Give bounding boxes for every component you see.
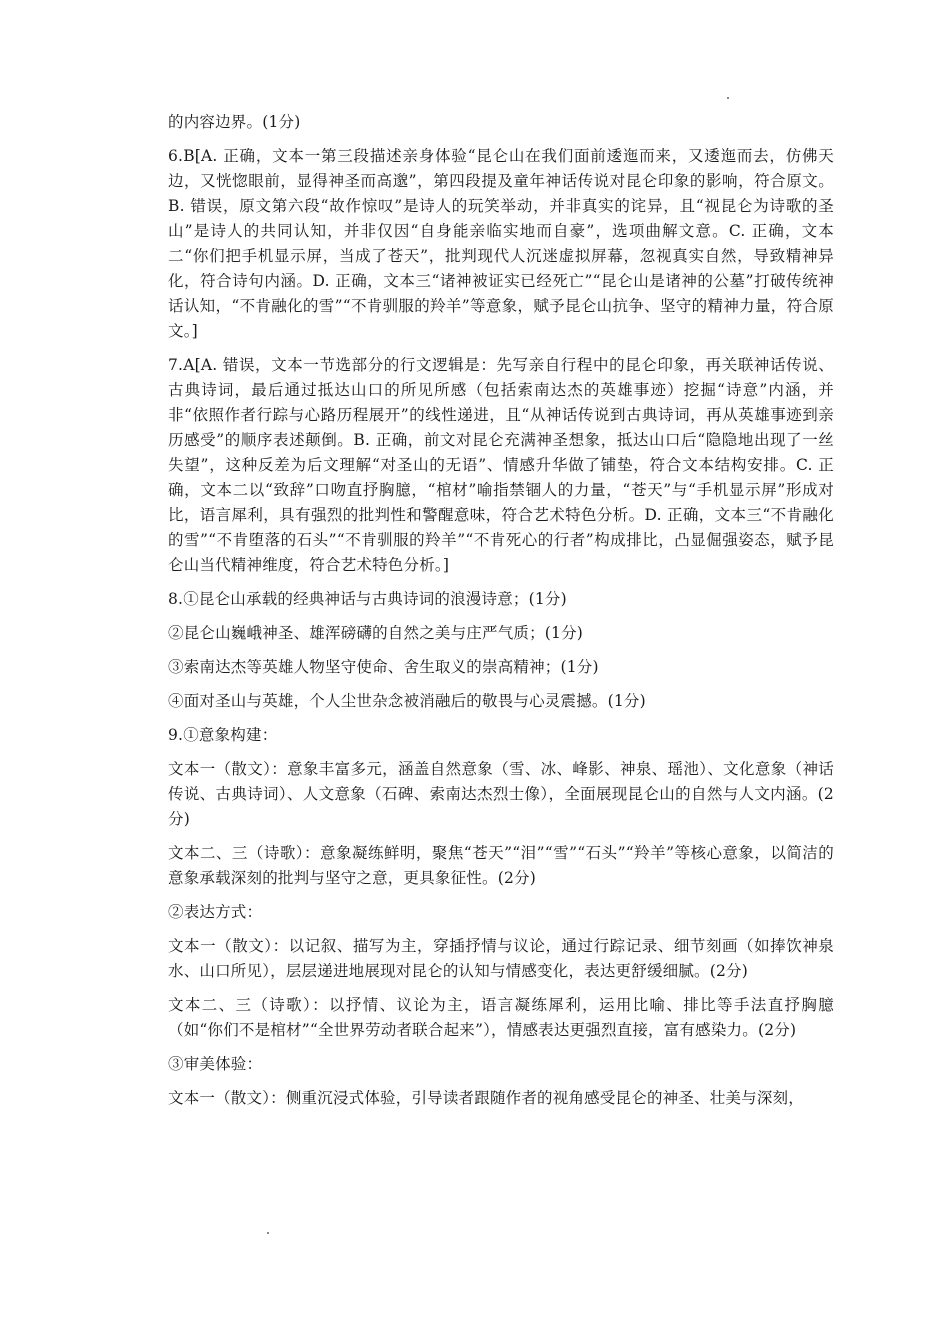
answer-9-heading-expression: ②表达方式： bbox=[168, 903, 263, 921]
answer-9-expression-text23: 文本二、三（诗歌）：以抒情、议论为主，语言凝练犀利，运用比喻、排比等手法直抒胸臆（如“你们不是棺材”“全世界劳动者联合起来”），情感表达更强烈直接，富有感染力。(2分) bbox=[168, 996, 834, 1039]
scan-speck bbox=[727, 97, 729, 99]
document-body bbox=[168, 110, 834, 1120]
answer-6: 6.B[A. 正确，文本一第三段描述亲身体验“昆仑山在我们面前逶迤而来，又逶迤而去，仿佛天边，又恍惚眼前，显得神圣而高邈”，第四段提及童年神话传说对昆仑印象的影响，符合原文。B. 错误，原文第六段“故作惊叹”是诗人的玩笑举动，并非真实的诧异，且“视昆仑为诗歌的圣山”是诗人的共同认知，并非仅因“自身能亲临实地而自豪”，选项曲解文意。C. 正确，文本二“你们把手机显示屏，当成了苍天”，批判现代人沉迷虚拟屏幕，忽视真实自然，导致精神异化，符合诗句内涵。D. 正确，文本三“诸神被证实已经死亡”“昆仑山是诸神的公墓”打破传统神话认知，“不肯融化的雪”“不肯驯服的羚羊”等意象，赋予昆仑山抗争、坚守的精神力量，符合原文。] bbox=[168, 147, 834, 340]
answer-9-expression-text1: 文本一（散文）：以记叙、描写为主，穿插抒情与议论，通过行踪记录、细节刻画（如捧饮神泉水、山口所见），层层递进地展现对昆仑的认知与情感变化，表达更舒缓细腻。(2分) bbox=[168, 937, 834, 980]
answer-9-heading-imagery: 9.①意象构建： bbox=[168, 726, 278, 744]
answer-9-imagery-text1: 文本一（散文）：意象丰富多元，涵盖自然意象（雪、冰、峰影、神泉、瑶池）、文化意象（神话传说、古典诗词）、人文意象（石碑、索南达杰烈士像），全面展现昆仑山的自然与人文内涵。(2分) bbox=[168, 760, 834, 828]
answer-9-imagery-text23: 文本二、三（诗歌）：意象凝练鲜明，聚焦“苍天”“泪”“雪”“石头”“羚羊”等核心意象，以简洁的意象承载深刻的批判与坚守之意，更具象征性。(2分) bbox=[168, 844, 834, 887]
answer-8-point-4: ④面对圣山与英雄，个人尘世杂念被消融后的敬畏与心灵震撼。(1分) bbox=[168, 692, 646, 710]
answer-8-point-3: ③索南达杰等英雄人物坚守使命、舍生取义的崇高精神；(1分) bbox=[168, 658, 599, 676]
answer-8-point-2: ②昆仑山巍峨神圣、雄浑磅礴的自然之美与庄严气质；(1分) bbox=[168, 624, 584, 642]
scan-speck bbox=[267, 1232, 269, 1234]
answer-9-aesthetic-text1: 文本一（散文）：侧重沉浸式体验，引导读者跟随作者的视角感受昆仑的神圣、壮美与深刻， bbox=[168, 1089, 804, 1107]
paragraph-continuation: 的内容边界。(1分) bbox=[168, 113, 301, 131]
answer-7: 7.A[A. 错误，文本一节选部分的行文逻辑是：先写亲自行程中的昆仑印象，再关联神话传说、古典诗词，最后通过抵达山口的所见所感（包括索南达杰的英雄事迹）挖掘“诗意”内涵，并非“依照作者行踪与心路历程展开”的线性递进，且“从神话传说到古典诗词，再从英雄事迹到亲历感受”的顺序表述颠倒。B. 正确，前文对昆仑充满神圣想象，抵达山口后“隐隐地出现了一丝失望”，这种反差为后文理解“对圣山的无语”、情感升华做了铺垫，符合文本结构安排。C. 正确，文本二以“致辞”口吻直抒胸臆，“棺材”喻指禁锢人的力量，“苍天”与“手机显示屏”形成对比，语言犀利，具有强烈的批判性和警醒意味，符合艺术特色分析。D. 正确，文本三“不肯融化的雪”“不肯堕落的石头”“不肯驯服的羚羊”“不肯死心的行者”构成排比，凸显倔强姿态，赋予昆仑山当代精神维度，符合艺术特色分析。] bbox=[168, 356, 834, 574]
answer-8-point-1: 8.①昆仑山承载的经典神话与古典诗词的浪漫诗意；(1分) bbox=[168, 590, 567, 608]
answer-9-heading-aesthetic: ③审美体验： bbox=[168, 1055, 263, 1073]
